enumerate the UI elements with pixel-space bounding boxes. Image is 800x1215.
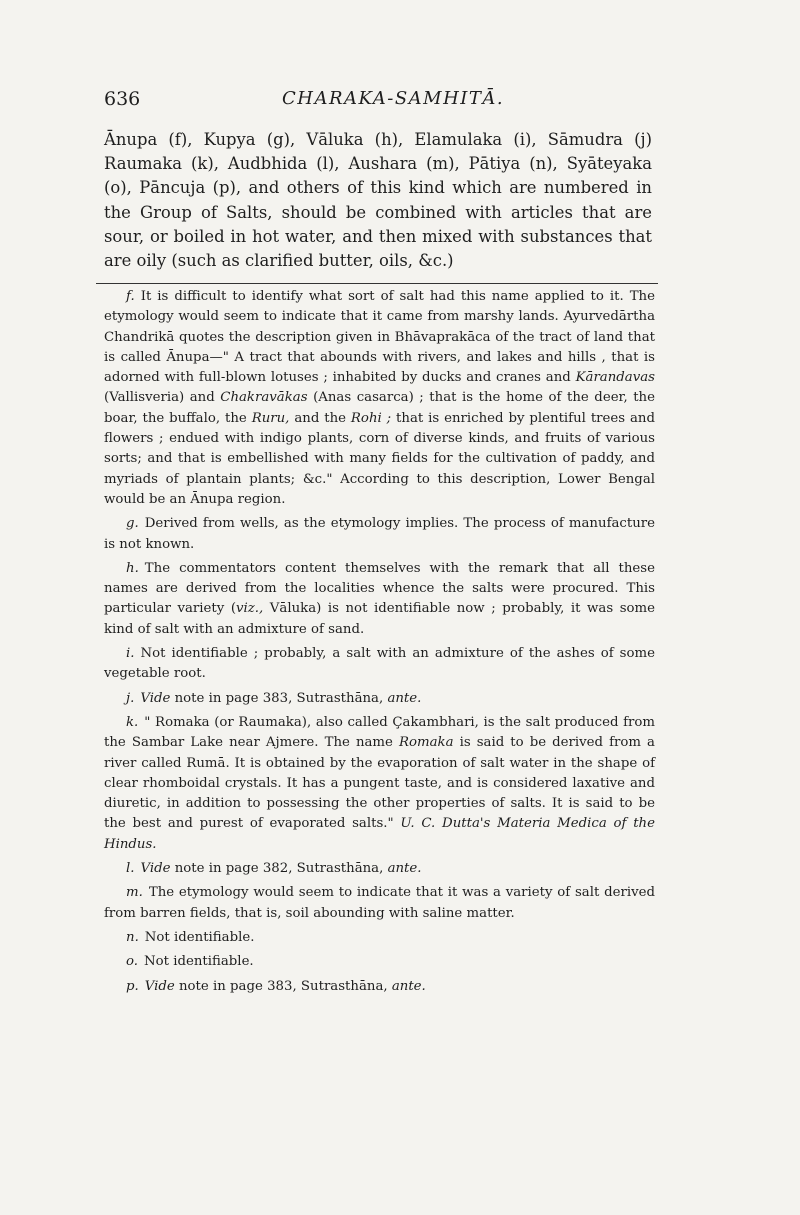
footnote-j: j. Vide note in page 383, Sutrasthāna, ante. (126, 690, 422, 706)
footnote-label: h. (126, 560, 139, 576)
footnote-label: j. (126, 690, 135, 706)
main-text (104, 128, 652, 273)
footnote-label: i. (126, 646, 135, 662)
page-header (104, 88, 654, 116)
footnote-h: h. The commentators content themselves with the remark that all these names are derived from the localities whence the salts were procured. This particular variety (viz., Vāluka) is not identifiable now ; probably, it was some kind of salt with an admixture of sand. (104, 560, 656, 637)
footnote-label: g. (126, 516, 139, 532)
footnotes (104, 287, 655, 1001)
footnote-i: i. Not identifiable ; probably, a salt with an admixture of the ashes of some vegetable root. (104, 646, 655, 682)
footnote-f: f. It is difficult to identify what sort of salt had this name applied to it. The etymology would seem to indicate that it came from marshy lands. Ayurvedārtha Chandrikā quotes the description given in Bhāvaprakāca of the tract of land that is called Ānupa—" A tract that abounds with rivers, and lakes and hills , that is adorned with full-blown lotuses ; inhabited by ducks and cranes and Kārandavas (Vallisveria) and Chakravākas (Anas casarca) ; that is the home of the deer, the boar, the buffalo, the Ruru, and the Rohi ; that is enriched by plentiful trees and flowers ; endued with indigo plants, corn of diverse kinds, and fruits of various sorts; and that is embellished with many fields for the cultivation of paddy, and myriads of plantain plants; &c." According to this description, Lower Bengal would be an Ānupa region. (104, 289, 655, 507)
footnote-label: m. (126, 885, 143, 901)
footnote-label: o. (126, 954, 138, 970)
footnote-k: k. " Romaka (or Raumaka), also called Çakambhari, is the salt produced from the Sambar Lake near Ajmere. The name Romaka is said to be derived from a river called Rumā. It is obtained by the evaporation of salt water in the shape of clear rhomboidal crystals. It has a pungent taste, and is considered laxative and diuretic, in addition to possessing the other properties of salts. It is said to be the best and purest of evaporated salts." U. C. Dutta's Materia Medica of the Hindus. (104, 714, 655, 852)
footnote-p: p. Vide note in page 383, Sutrasthāna, ante. (126, 978, 426, 994)
footnote-label: f. (126, 289, 135, 304)
main-paragraph: Ānupa (f), Kupya (g), Vāluka (h), Elamulaka (i), Sāmudra (j) Raumaka (k), Audbhida (l), Aushara (m), Pātiya (n), Syāteyaka (o), Pāncuja (p), and others of this kind which are numbered in the Group of Salts, should be combined with articles that are sour, or boiled in hot water, and then mixed with substances that are oily (such as clarified butter, oils, &c.) (104, 130, 652, 271)
footnote-l: l. Vide note in page 382, Sutrasthāna, ante. (126, 861, 422, 877)
footnote-label: k. (126, 714, 139, 730)
footnote-label: n. (126, 929, 139, 945)
footnote-label: p. (126, 978, 139, 994)
running-title: CHARAKA-SAMHITĀ. (282, 88, 505, 109)
footnote-g: g. Derived from wells, as the etymology implies. The process of manufacture is not known. (104, 516, 655, 552)
footnote-divider (96, 283, 658, 284)
footnote-n: n. Not identifiable. (126, 929, 255, 945)
footnote-m: m. The etymology would seem to indicate that it was a variety of salt derived from barren fields, that is, soil abounding with saline matter. (104, 885, 655, 921)
page-number: 636 (104, 88, 141, 110)
footnote-label: l. (126, 861, 135, 877)
footnote-o: o. Not identifiable. (126, 954, 254, 970)
